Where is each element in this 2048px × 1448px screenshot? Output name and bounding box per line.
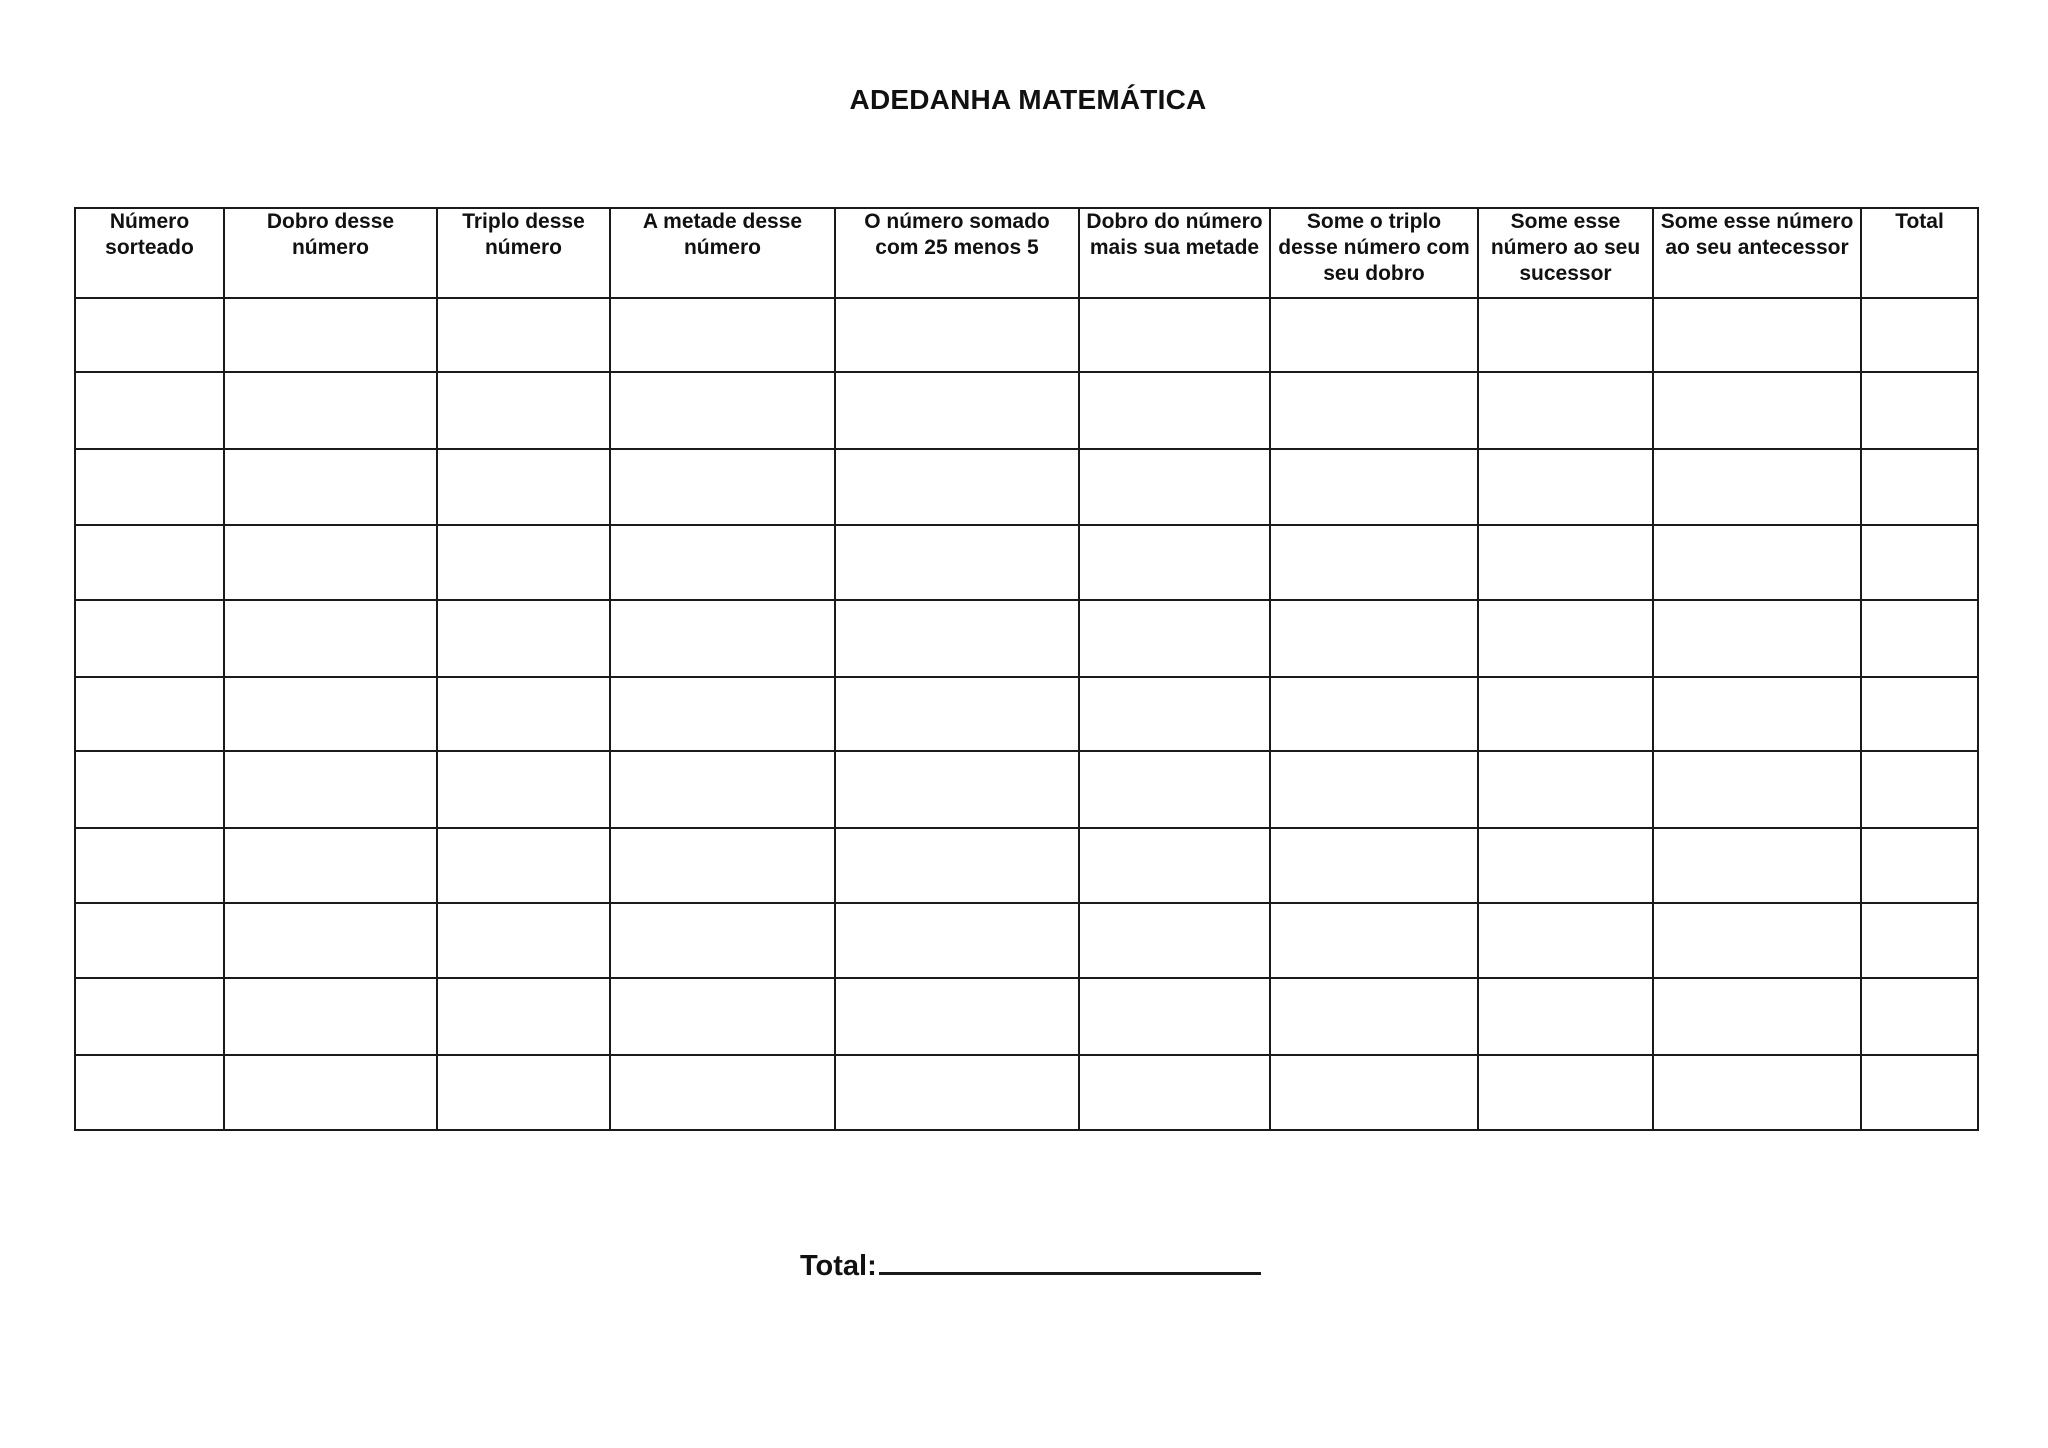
table-cell[interactable] — [1478, 525, 1653, 600]
column-header — [437, 208, 610, 298]
table-cell[interactable] — [1653, 372, 1861, 449]
table-cell[interactable] — [835, 449, 1079, 525]
table-cell[interactable] — [437, 449, 610, 525]
table-cell[interactable] — [1861, 372, 1978, 449]
table-cell[interactable] — [835, 298, 1079, 372]
table-cell[interactable] — [1861, 978, 1978, 1055]
table-row — [75, 298, 1978, 372]
table-body — [75, 298, 1978, 1130]
table-cell[interactable] — [1478, 449, 1653, 525]
table-cell[interactable] — [437, 525, 610, 600]
table-cell[interactable] — [1653, 600, 1861, 677]
table-cell[interactable] — [437, 903, 610, 978]
table-cell[interactable] — [75, 449, 224, 525]
table-cell[interactable] — [1270, 449, 1478, 525]
table-cell[interactable] — [437, 751, 610, 828]
table-cell[interactable] — [1270, 525, 1478, 600]
table-cell[interactable] — [610, 525, 835, 600]
table-cell[interactable] — [1653, 1055, 1861, 1130]
table-cell[interactable] — [75, 677, 224, 751]
table-cell[interactable] — [1861, 600, 1978, 677]
table-cell[interactable] — [1270, 903, 1478, 978]
table-cell[interactable] — [1653, 828, 1861, 903]
total-label: Total: — [800, 1250, 877, 1282]
column-header-label: Total — [1895, 210, 1944, 233]
table-cell[interactable] — [1270, 677, 1478, 751]
table-cell[interactable] — [1079, 1055, 1270, 1130]
table-cell[interactable] — [75, 828, 224, 903]
table-cell[interactable] — [1861, 449, 1978, 525]
page-title: ADEDANHA MATEMÁTICA — [849, 84, 1207, 115]
column-header-label: Triplo desse número — [462, 210, 585, 259]
table-row — [75, 449, 1978, 525]
table-cell[interactable] — [75, 600, 224, 677]
table-cell[interactable] — [75, 372, 224, 449]
table-cell[interactable] — [1861, 525, 1978, 600]
header-row — [75, 208, 1978, 298]
table-cell[interactable] — [437, 600, 610, 677]
table-cell[interactable] — [75, 1055, 224, 1130]
table-cell[interactable] — [1079, 828, 1270, 903]
column-header — [75, 208, 224, 298]
column-header — [1079, 208, 1270, 298]
table-row — [75, 1055, 1978, 1130]
table-cell[interactable] — [610, 298, 835, 372]
table-cell[interactable] — [1079, 600, 1270, 677]
column-header-label: O número somado com 25 menos 5 — [864, 210, 1050, 259]
table-cell[interactable] — [610, 903, 835, 978]
column-header — [1861, 208, 1978, 298]
table-cell[interactable] — [224, 751, 437, 828]
table-row — [75, 600, 1978, 677]
table-cell[interactable] — [1653, 298, 1861, 372]
table-cell[interactable] — [610, 372, 835, 449]
table-cell[interactable] — [224, 677, 437, 751]
table-cell[interactable] — [1079, 677, 1270, 751]
column-header — [835, 208, 1079, 298]
table-cell[interactable] — [437, 372, 610, 449]
table-cell[interactable] — [437, 677, 610, 751]
table-cell[interactable] — [1861, 903, 1978, 978]
table-row — [75, 903, 1978, 978]
total-blank-line[interactable] — [879, 1242, 1261, 1275]
table-cell[interactable] — [1478, 903, 1653, 978]
table-cell[interactable] — [1478, 298, 1653, 372]
table-cell[interactable] — [1478, 978, 1653, 1055]
table-row — [75, 372, 1978, 449]
table-row — [75, 978, 1978, 1055]
table-cell[interactable] — [224, 298, 437, 372]
table-cell[interactable] — [1653, 677, 1861, 751]
table-cell[interactable] — [224, 978, 437, 1055]
column-header — [610, 208, 835, 298]
table-cell[interactable] — [1270, 978, 1478, 1055]
table-cell[interactable] — [1861, 751, 1978, 828]
table-cell[interactable] — [1270, 751, 1478, 828]
table-cell[interactable] — [835, 525, 1079, 600]
table-cell[interactable] — [1861, 1055, 1978, 1130]
column-header — [1653, 208, 1861, 298]
table-cell[interactable] — [610, 828, 835, 903]
answer-table — [74, 207, 1979, 1131]
column-header-label: Some esse número ao seu antecessor — [1660, 210, 1854, 259]
table-cell[interactable] — [224, 1055, 437, 1130]
table-cell[interactable] — [610, 978, 835, 1055]
column-header-label: Dobro desse número — [266, 210, 395, 259]
table-cell[interactable] — [1270, 1055, 1478, 1130]
table-cell[interactable] — [1079, 372, 1270, 449]
table-row — [75, 828, 1978, 903]
table-cell[interactable] — [224, 600, 437, 677]
table-cell[interactable] — [224, 525, 437, 600]
column-header-label: Some esse número ao seu sucessor — [1490, 210, 1641, 285]
table-cell[interactable] — [1653, 978, 1861, 1055]
column-header-label: Some o triplo desse número com seu dobro — [1278, 210, 1470, 285]
table-cell[interactable] — [1478, 677, 1653, 751]
table-cell[interactable] — [1079, 903, 1270, 978]
table-cell[interactable] — [1478, 751, 1653, 828]
table-cell[interactable] — [610, 449, 835, 525]
table-cell[interactable] — [224, 903, 437, 978]
table-cell[interactable] — [1653, 903, 1861, 978]
table-cell[interactable] — [437, 828, 610, 903]
table-cell[interactable] — [1478, 600, 1653, 677]
table-cell[interactable] — [1861, 677, 1978, 751]
column-header — [224, 208, 437, 298]
column-header — [1478, 208, 1653, 298]
table-cell[interactable] — [610, 751, 835, 828]
table-cell[interactable] — [75, 298, 224, 372]
column-header-label: Dobro do número mais sua metade — [1086, 210, 1263, 259]
table-cell[interactable] — [75, 903, 224, 978]
table-cell[interactable] — [1861, 298, 1978, 372]
table-cell[interactable] — [1653, 751, 1861, 828]
table-cell[interactable] — [610, 677, 835, 751]
table-cell[interactable] — [610, 1055, 835, 1130]
table-cell[interactable] — [1079, 525, 1270, 600]
table-cell[interactable] — [835, 600, 1079, 677]
table-cell[interactable] — [224, 372, 437, 449]
table-cell[interactable] — [835, 1055, 1079, 1130]
table-cell[interactable] — [1653, 449, 1861, 525]
column-header — [1270, 208, 1478, 298]
table-cell[interactable] — [437, 1055, 610, 1130]
table-cell[interactable] — [75, 751, 224, 828]
table-cell[interactable] — [1478, 372, 1653, 449]
table-cell[interactable] — [835, 372, 1079, 449]
table-cell[interactable] — [1079, 298, 1270, 372]
table-cell[interactable] — [1478, 1055, 1653, 1130]
table-cell[interactable] — [75, 525, 224, 600]
table-cell[interactable] — [224, 449, 437, 525]
table-cell[interactable] — [610, 600, 835, 677]
table-cell[interactable] — [835, 677, 1079, 751]
column-header-label: A metade desse número — [642, 210, 803, 259]
table-cell[interactable] — [1270, 372, 1478, 449]
table-cell[interactable] — [437, 978, 610, 1055]
table-cell[interactable] — [1270, 600, 1478, 677]
column-header-label: Número sorteado — [105, 210, 194, 259]
table-cell[interactable] — [75, 978, 224, 1055]
table-cell[interactable] — [437, 298, 610, 372]
table-cell[interactable] — [1653, 525, 1861, 600]
table-cell[interactable] — [1079, 978, 1270, 1055]
table-cell[interactable] — [1478, 828, 1653, 903]
table-cell[interactable] — [835, 828, 1079, 903]
table-cell[interactable] — [224, 828, 437, 903]
table-row — [75, 525, 1978, 600]
table-cell[interactable] — [1861, 828, 1978, 903]
table-cell[interactable] — [1270, 298, 1478, 372]
table-cell[interactable] — [835, 751, 1079, 828]
table-cell[interactable] — [835, 903, 1079, 978]
table-cell[interactable] — [1079, 751, 1270, 828]
table-cell[interactable] — [1079, 449, 1270, 525]
total-footer — [800, 1242, 1261, 1283]
table-cell[interactable] — [835, 978, 1079, 1055]
table-row — [75, 751, 1978, 828]
table-cell[interactable] — [1270, 828, 1478, 903]
table-row — [75, 677, 1978, 751]
